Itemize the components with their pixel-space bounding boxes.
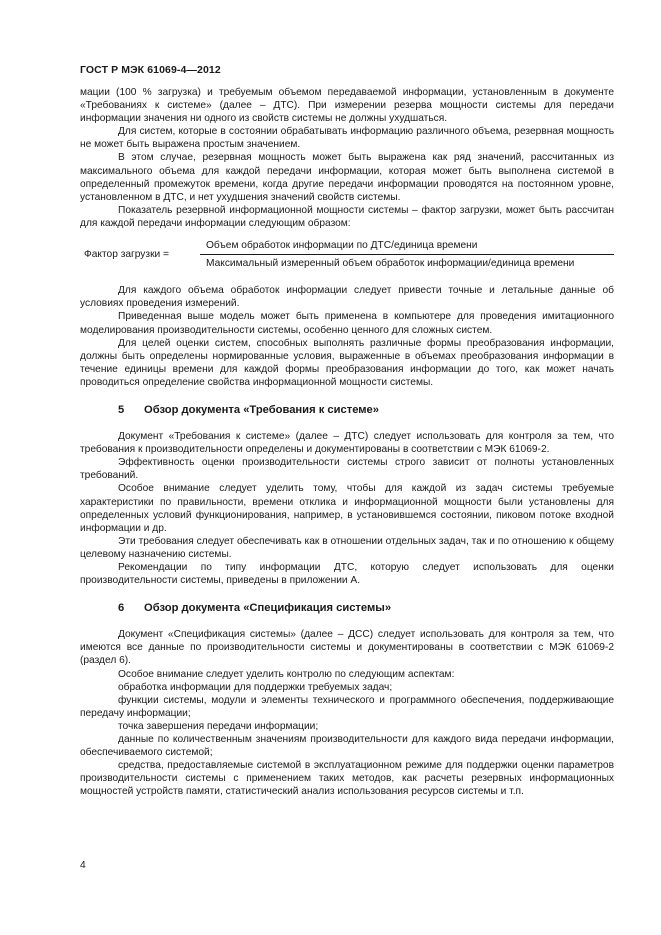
paragraph: Документ «Спецификация системы» (далее – ДСС) следует использовать для контроля за тем, что имеются все данные по производительности системы и документированы в соответствии с МЭК 61069-2 (раздел 6). bbox=[80, 629, 614, 667]
list-item: точка завершения передачи информации; bbox=[118, 720, 319, 732]
section-number: 6 bbox=[118, 602, 125, 615]
section-number: 5 bbox=[118, 403, 125, 416]
paragraph: Для систем, которые в состоянии обрабатывать информацию различного объема, резервная мощность не может быть выражена простым значением. bbox=[80, 126, 614, 151]
page-header-doc-code: ГОСТ Р МЭК 61069-4—2012 bbox=[80, 64, 221, 76]
section-6-heading bbox=[118, 602, 614, 615]
list-item: обработка информации для поддержки требуемых задач; bbox=[118, 681, 393, 693]
paragraph: Особое внимание следует уделить контролю по следующим аспектам: bbox=[118, 668, 455, 680]
formula-denominator: Максимальный измеренный объем обработок информации/единица времени bbox=[206, 258, 575, 270]
section-title: Обзор документа «Требования к системе» bbox=[144, 403, 380, 416]
formula-numerator: Объем обработок информации по ДТС/единица времени bbox=[200, 239, 614, 255]
paragraph: В этом случае, резервная мощность может быть выражена как ряд значений, рассчитанных из максимального объема для каждой передачи информации, которая может быть выполнена системой в определенный промежуток времени, когда другие передачи информации проводятся на постоянном уровне, установленном в ДТС, и нет ухудшения значений свойств системы. bbox=[80, 152, 614, 203]
paragraph: Эффективность оценки производительности системы строго зависит от полноты установленных требований. bbox=[80, 457, 614, 482]
formula-fraction bbox=[200, 239, 614, 270]
paragraph: Особое внимание следует уделить тому, чтобы для каждой из задач системы требуемые характеристики по правильности, времени отклика и информационной мощности были установлены для определенных условий функционирования, например, в установившемся состоянии, пиковом потоке входной информации и др. bbox=[80, 483, 614, 534]
paragraph: Рекомендации по типу информации ДТС, которую следует использовать для оценки производительности системы, приведены в приложении А. bbox=[80, 562, 614, 587]
paragraph: мации (100 % загрузка) и требуемым объемом передаваемой информации, установленным в документе «Требованиях к системе» (далее – ДТС). При измерении резерва мощности системы для передачи информации значения ни одного из свойств системы не должны ухудшаться. bbox=[80, 87, 614, 125]
formula-label: Фактор загрузки = bbox=[84, 249, 169, 261]
section-5-heading bbox=[118, 404, 614, 417]
paragraph: Приведенная выше модель может быть применена в компьютере для проведения имитационного моделирования производительности системы, особенно ценного для сложных систем. bbox=[80, 311, 614, 336]
paragraph: Для целей оценки систем, способных выполнять различные формы преобразования информации, должны быть определены нормированные условия, выраженные в объемах преобразования информации в течение единицы времени для каждой формы преобразования информации до того, как может начать проводиться определение свойства информационной мощности системы. bbox=[80, 337, 614, 388]
list-item: средства, предоставляемые системой в эксплуатационном режиме для поддержки оценки параметров производительности системы с применением таких методов, как расчеты резервных информационных мощностей устройств памяти, статистический анализ использования ресурсов системы и т.п. bbox=[80, 760, 614, 798]
section-title: Обзор документа «Спецификация системы» bbox=[144, 602, 392, 615]
paragraph: Эти требования следует обеспечивать как в отношении отдельных задач, так и по отношению к общему целевому назначению системы. bbox=[80, 535, 614, 560]
load-factor-formula bbox=[80, 239, 614, 270]
page-number: 4 bbox=[80, 860, 86, 871]
list-item: данные по количественным значениям производительности для каждого вида передачи информации, обеспечиваемого системой; bbox=[80, 734, 614, 759]
page-content bbox=[80, 86, 614, 799]
paragraph: Документ «Требования к системе» (далее – ДТС) следует использовать для контроля за тем, что требования к производительности определены и документированы в соответствии с МЭК 61069-2. bbox=[80, 431, 614, 456]
paragraph: Показатель резервной информационной мощности системы – фактор загрузки, может быть рассчитан для каждой передачи информации следующим образом: bbox=[80, 204, 614, 229]
paragraph: Для каждого объема обработок информации следует привести точные и летальные данные об условиях проведения измерений. bbox=[80, 285, 614, 310]
list-item: функции системы, модули и элементы технического и программного обеспечения, поддерживающие передачу информации; bbox=[80, 694, 614, 719]
